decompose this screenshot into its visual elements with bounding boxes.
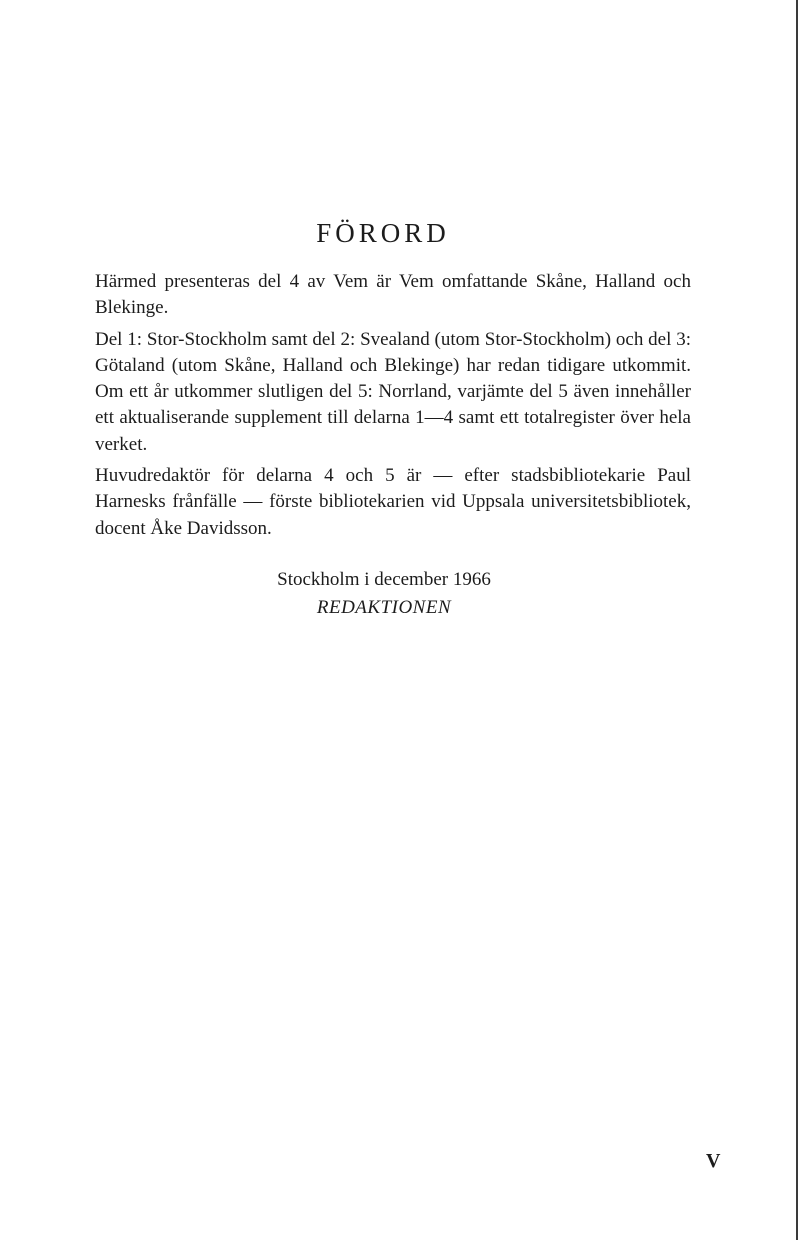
signoff-block [268, 566, 500, 622]
paragraph-intro: Härmed presenteras del 4 av Vem är Vem omfattande Skåne, Halland och Blekinge. [95, 271, 691, 319]
page-edge-line [796, 0, 798, 1240]
preface-body [95, 269, 691, 542]
page-title: FÖRORD [316, 218, 450, 248]
signature: REDAKTIONEN [316, 597, 452, 618]
page-number: V [706, 1150, 721, 1172]
place-date: Stockholm i december 1966 [277, 569, 491, 590]
paragraph-volumes: Del 1: Stor-Stockholm samt del 2: Svealand (utom Stor-Stockholm) och del 3: Götaland (utom Skåne, Halland och Blekinge) har redan tidigare utkommit. Om ett år utkommer slutligen del 5: Norrland, varjämte del 5 även innehåller ett aktualiserande supplement till delarna 1—4 samt ett totalregister över hela verket. [95, 328, 691, 455]
paragraph-editor: Huvudredaktör för delarna 4 och 5 är — efter stadsbibliotekarie Paul Harnesks frånfälle — förste bibliotekarien vid Uppsala universitetsbibliotek, docent Åke Davidsson. [95, 465, 691, 539]
